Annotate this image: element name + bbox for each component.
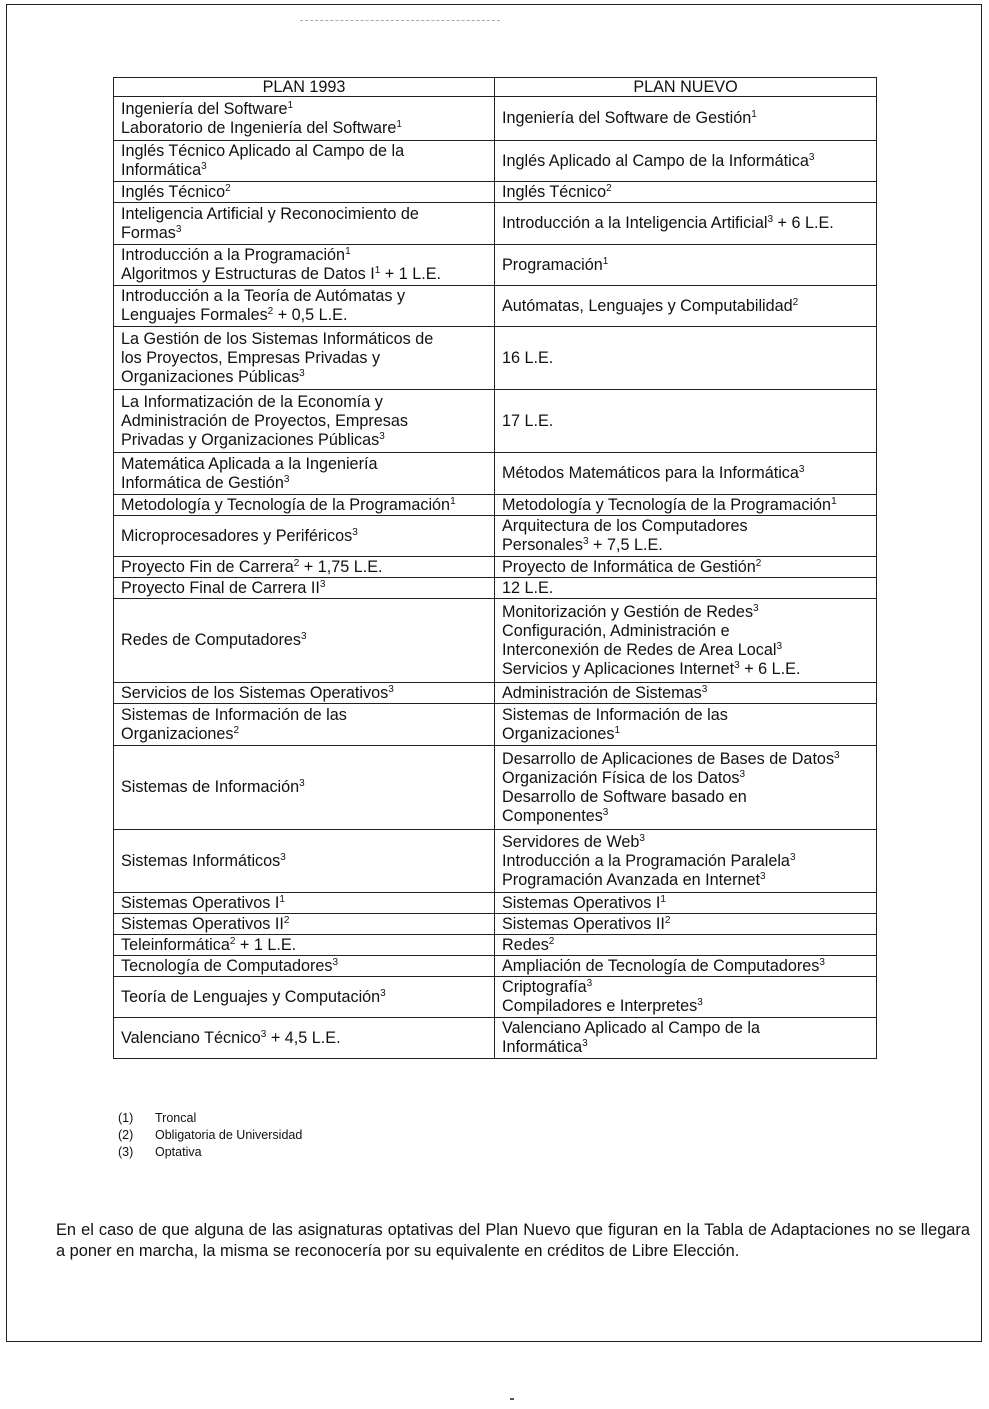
subject-line — [502, 871, 869, 890]
footnote-ref: 3 — [767, 214, 774, 225]
footnote-ref: 1 — [396, 118, 402, 130]
table-row — [114, 516, 877, 557]
footnote-ref: 2 — [792, 296, 799, 308]
subject-line — [502, 297, 869, 316]
plan-1993-cell — [114, 327, 495, 390]
subject-name: La Gestión de los Sistemas Informáticos de — [121, 329, 434, 348]
footnote-ref: 3 — [380, 987, 386, 999]
subject-line — [502, 684, 869, 703]
credits-suffix: + 7,5 L.E. — [588, 536, 663, 554]
subject-line — [502, 978, 869, 997]
footnote-ref: 3 — [639, 832, 645, 844]
subject-name: Proyecto de Informática de Gestión — [502, 557, 756, 576]
credits-suffix: + 0,5 L.E. — [273, 306, 348, 324]
footnote — [118, 1110, 302, 1127]
footnote-ref: 3 — [201, 161, 207, 172]
table-row — [114, 704, 877, 746]
plan-nuevo-cell — [495, 245, 877, 286]
table-row — [114, 977, 877, 1018]
table-row — [114, 203, 877, 245]
plan-1993-cell — [114, 977, 495, 1018]
table-row — [114, 746, 877, 830]
plan-nuevo-cell — [495, 203, 877, 245]
plan-1993-cell — [114, 704, 495, 746]
subject-name: Informática — [121, 161, 202, 179]
subject-line — [502, 558, 869, 577]
footnote-ref: 2 — [225, 182, 231, 194]
plan-nuevo-cell — [495, 914, 877, 935]
subject-name: Servicios de los Sistemas Operativos — [121, 683, 389, 702]
footnote-ref: 1 — [660, 893, 666, 905]
footnote-ref: 1 — [614, 724, 621, 736]
plan-nuevo-cell — [495, 830, 877, 893]
table-row — [114, 1018, 877, 1059]
subject-line — [121, 631, 487, 650]
subject-line — [502, 622, 869, 641]
credits-suffix: + 6 L.E. — [773, 214, 834, 232]
plan-1993-cell — [114, 557, 495, 578]
subject-name: Programación — [502, 255, 603, 274]
subject-line — [121, 161, 487, 180]
footnote-ref: 3 — [586, 978, 593, 989]
subject-line — [121, 852, 487, 871]
footnote-ref: 3 — [583, 536, 589, 547]
subject-line — [121, 706, 487, 725]
plan-nuevo-cell — [495, 935, 877, 956]
subject-line — [502, 412, 869, 431]
plan-1993-cell — [114, 97, 495, 141]
subject-line — [121, 119, 487, 138]
subject-line — [502, 256, 869, 275]
subject-name: Sistemas de Información de las — [121, 705, 347, 724]
subject-name: Matemática Aplicada a la Ingeniería — [121, 454, 378, 473]
subject-name: Valenciano Aplicado al Campo de la — [502, 1019, 760, 1037]
subject-line — [121, 684, 487, 703]
credits-suffix: + 6 L.E. — [739, 659, 801, 678]
footnote-ref: 3 — [798, 464, 805, 475]
subject-line — [121, 412, 487, 431]
footnote-ref: 1 — [287, 99, 294, 111]
table-row — [114, 453, 877, 495]
subject-line — [121, 246, 487, 265]
footnote-ref: 2 — [755, 557, 762, 569]
footnote-ref: 3 — [819, 956, 825, 968]
subject-name: Organizaciones Públicas — [121, 367, 300, 386]
subject-name: Programación Avanzada en Internet — [502, 870, 760, 889]
closing-paragraph: En el caso de que alguna de las asignaturas optativas del Plan Nuevo que figuran en la Tabla de Adaptaciones no se llegara a poner en marcha, la misma se reconocería por su equivalente en créditos de Libre Elección. — [56, 1221, 970, 1261]
subject-name: Proyecto Fin de Carrera — [121, 557, 294, 576]
plan-nuevo-cell — [495, 956, 877, 977]
subject-line — [121, 205, 487, 224]
plan-nuevo-cell — [495, 599, 877, 683]
subject-name: Redes de Computadores — [121, 631, 301, 649]
plan-nuevo-cell — [495, 557, 877, 578]
subject-name: Ingeniería del Software de Gestión — [502, 109, 752, 127]
subject-line — [502, 957, 869, 976]
scan-mark — [300, 20, 500, 21]
footnote-ref: 3 — [739, 768, 746, 780]
footnote-ref: 3 — [697, 997, 703, 1008]
subject-line — [121, 368, 487, 387]
subject-line — [502, 807, 869, 826]
subject-name: Servidores de Web — [502, 832, 640, 851]
subject-name: Inglés Técnico — [502, 182, 607, 201]
plan-nuevo-cell — [495, 746, 877, 830]
subject-name: Inglés Aplicado al Campo de la Informática — [502, 151, 809, 170]
plan-nuevo-cell — [495, 286, 877, 327]
subject-name: Sistemas Operativos I — [502, 893, 661, 912]
subject-name: Algoritmos y Estructuras de Datos I — [121, 265, 375, 283]
plan-1993-cell — [114, 914, 495, 935]
subject-name: Desarrollo de Software basado en — [502, 787, 747, 806]
footnote-ref: 3 — [175, 223, 182, 235]
table-row — [114, 578, 877, 599]
footnote-number: (2) — [118, 1128, 134, 1142]
subject-line — [502, 660, 869, 679]
plan-1993-cell — [114, 182, 495, 203]
footnote-ref: 2 — [267, 306, 274, 317]
credits-suffix: + 4,5 L.E. — [266, 1028, 341, 1047]
footnote-ref: 3 — [379, 430, 385, 442]
subject-name: Inglés Técnico — [121, 182, 226, 201]
subject-name: Sistemas de Información de las — [502, 705, 728, 724]
subject-line — [121, 224, 487, 243]
footnote-ref: 3 — [299, 367, 305, 379]
subject-name: Metodología y Tecnología de la Programación — [502, 495, 832, 514]
subject-line — [121, 894, 487, 913]
subject-line — [502, 536, 869, 555]
subject-name: Administración de Sistemas — [502, 683, 702, 702]
footnote-ref: 3 — [734, 659, 740, 671]
footnote-ref: 2 — [283, 914, 290, 926]
header-plan-nuevo: PLAN NUEVO — [495, 78, 877, 97]
subject-name: Sistemas Informáticos — [121, 851, 281, 870]
footnote-text: Obligatoria de Universidad — [155, 1128, 303, 1142]
footnote-number: (3) — [118, 1145, 134, 1159]
subject-line — [502, 769, 869, 788]
subject-name: Monitorización y Gestión de Redes — [502, 602, 754, 621]
table-row — [114, 935, 877, 956]
subject-name: Interconexión de Redes de Area Local — [502, 640, 777, 659]
plan-1993-cell — [114, 578, 495, 599]
plan-nuevo-cell — [495, 977, 877, 1018]
plan-1993-cell — [114, 245, 495, 286]
subject-name: Proyecto Final de Carrera II — [121, 578, 320, 597]
subject-name: Ampliación de Tecnología de Computadores — [502, 956, 820, 975]
header-plan-1993: PLAN 1993 — [114, 78, 495, 97]
subject-line — [121, 957, 487, 976]
subject-name: 17 L.E. — [502, 411, 554, 430]
footnote-ref: 1 — [374, 265, 381, 276]
plan-1993-cell — [114, 956, 495, 977]
subject-line — [502, 464, 869, 483]
footnote-ref: 3 — [582, 1038, 588, 1049]
subject-name: Informática — [502, 1038, 583, 1056]
plan-nuevo-cell — [495, 390, 877, 453]
footnote-ref: 3 — [808, 151, 815, 163]
footnote-ref: 3 — [332, 956, 339, 968]
subject-line — [121, 183, 487, 202]
footnote-ref: 2 — [233, 724, 240, 736]
footnote-number: (1) — [118, 1111, 134, 1125]
subject-line — [121, 474, 487, 493]
plan-nuevo-cell — [495, 141, 877, 182]
subject-name: Teoría de Lenguajes y Computación — [121, 987, 381, 1006]
table-row — [114, 956, 877, 977]
subject-name: Criptografía — [502, 978, 587, 996]
subject-line — [121, 915, 487, 934]
subject-name: Informática de Gestión — [121, 473, 284, 492]
table-row — [114, 683, 877, 704]
subject-name: Ingeniería del Software — [121, 99, 288, 118]
subject-name: Arquitectura de los Computadores — [502, 517, 748, 535]
subject-line — [121, 100, 487, 119]
footnote-ref: 3 — [701, 683, 708, 695]
subject-line — [502, 852, 869, 871]
table-row — [114, 914, 877, 935]
subject-name: Valenciano Técnico — [121, 1028, 261, 1047]
plan-1993-cell — [114, 893, 495, 914]
subject-line — [121, 579, 487, 598]
footnote-ref: 2 — [606, 182, 612, 194]
plan-1993-cell — [114, 935, 495, 956]
subject-name: Microprocesadores y Periféricos — [121, 526, 353, 545]
subject-name: 16 L.E. — [502, 348, 554, 367]
subject-line — [121, 496, 487, 515]
plan-nuevo-cell — [495, 683, 877, 704]
footnote-ref: 3 — [283, 473, 290, 485]
plan-1993-cell — [114, 390, 495, 453]
plan-1993-cell — [114, 141, 495, 182]
subject-line — [502, 109, 869, 128]
subject-line — [502, 603, 869, 622]
subject-line — [121, 142, 487, 161]
subject-name: Sistemas Operativos II — [502, 914, 665, 933]
subject-line — [121, 349, 487, 368]
subject-line — [502, 349, 869, 368]
footnote-ref: 2 — [664, 914, 671, 926]
subject-name: Introducción a la Programación Paralela — [502, 851, 790, 870]
subject-name: Privadas y Organizaciones Públicas — [121, 430, 380, 449]
table-row — [114, 893, 877, 914]
subject-line — [502, 183, 869, 202]
subject-line — [121, 936, 487, 955]
footnote-ref: 3 — [834, 749, 840, 761]
subject-line — [502, 152, 869, 171]
plan-1993-cell — [114, 683, 495, 704]
subject-name: Sistemas Operativos II — [121, 914, 284, 933]
subject-line — [121, 527, 487, 546]
subject-line — [502, 915, 869, 934]
credits-suffix: + 1 L.E. — [380, 265, 442, 283]
adaptation-table — [113, 77, 877, 1059]
footnote-ref: 3 — [776, 640, 783, 652]
subject-line — [502, 997, 869, 1016]
footnote-ref: 1 — [279, 893, 285, 905]
table-row — [114, 97, 877, 141]
subject-name: Configuración, Administración e — [502, 621, 730, 640]
footnote-ref: 1 — [751, 109, 757, 120]
footnote-ref: 3 — [789, 851, 796, 863]
subject-name: Metodología y Tecnología de la Programación — [121, 495, 451, 514]
footnote-ref: 3 — [388, 683, 394, 695]
subject-name: Introducción a la Teoría de Autómatas y — [121, 287, 406, 305]
subject-line — [502, 788, 869, 807]
subject-name: Teleinformática — [121, 935, 230, 954]
subject-line — [121, 558, 487, 577]
footnote-ref: 3 — [300, 631, 307, 642]
subject-line — [502, 1038, 869, 1057]
footnote-ref: 1 — [450, 495, 456, 507]
footnote-ref: 1 — [345, 246, 351, 257]
plan-1993-cell — [114, 1018, 495, 1059]
subject-name: 12 L.E. — [502, 578, 554, 597]
footnote-ref: 2 — [548, 935, 555, 947]
subject-line — [502, 579, 869, 598]
footnote-ref: 2 — [229, 935, 236, 947]
plan-1993-cell — [114, 746, 495, 830]
table-header-row — [114, 78, 877, 97]
subject-name: Formas — [121, 223, 176, 242]
footnote-ref: 3 — [299, 778, 305, 789]
plan-1993-cell — [114, 830, 495, 893]
table-row — [114, 390, 877, 453]
subject-name: Organizaciones — [502, 724, 615, 743]
subject-line — [502, 936, 869, 955]
subject-name: Personales — [502, 536, 583, 554]
subject-line — [502, 214, 869, 233]
plan-nuevo-cell — [495, 495, 877, 516]
plan-1993-cell — [114, 495, 495, 516]
table-row — [114, 495, 877, 516]
subject-name: Laboratorio de Ingeniería del Software — [121, 118, 397, 137]
subject-line — [121, 393, 487, 412]
subject-line — [502, 1019, 869, 1038]
plan-nuevo-cell — [495, 453, 877, 495]
footnote-ref: 1 — [602, 255, 609, 267]
table-row — [114, 327, 877, 390]
plan-1993-cell — [114, 516, 495, 557]
footnote-ref: 2 — [293, 557, 300, 569]
plan-nuevo-cell — [495, 516, 877, 557]
subject-name: Servicios y Aplicaciones Internet — [502, 659, 735, 678]
subject-line — [502, 641, 869, 660]
subject-line — [502, 517, 869, 536]
subject-name: Administración de Proyectos, Empresas — [121, 411, 408, 430]
footnote-text: Troncal — [155, 1111, 197, 1125]
plan-nuevo-cell — [495, 327, 877, 390]
subject-line — [121, 1029, 487, 1048]
subject-name: Métodos Matemáticos para la Informática — [502, 464, 799, 482]
subject-line — [502, 833, 869, 852]
subject-line — [121, 287, 487, 306]
subject-name: Introducción a la Programación — [121, 246, 346, 264]
footnote — [118, 1144, 302, 1161]
subject-line — [121, 988, 487, 1007]
subject-name: los Proyectos, Empresas Privadas y — [121, 348, 381, 367]
subject-line — [121, 455, 487, 474]
footnote — [118, 1127, 302, 1144]
subject-line — [121, 306, 487, 325]
footnote-ref: 1 — [831, 495, 837, 507]
plan-1993-cell — [114, 599, 495, 683]
subject-line — [502, 706, 869, 725]
plan-nuevo-cell — [495, 182, 877, 203]
footnote-ref: 3 — [352, 526, 358, 538]
subject-name: Introducción a la Inteligencia Artificial — [502, 214, 768, 232]
footnote-text: Optativa — [155, 1145, 202, 1159]
subject-line — [121, 725, 487, 744]
subject-name: Tecnología de Computadores — [121, 956, 333, 975]
table-body — [114, 97, 877, 1059]
subject-line — [121, 330, 487, 349]
subject-name: Organizaciones — [121, 724, 234, 743]
subject-name: Inglés Técnico Aplicado al Campo de la — [121, 142, 405, 160]
plan-1993-cell — [114, 203, 495, 245]
plan-1993-cell — [114, 453, 495, 495]
table-row — [114, 599, 877, 683]
subject-name: Inteligencia Artificial y Reconocimiento de — [121, 204, 419, 223]
table-row — [114, 182, 877, 203]
subject-line — [121, 265, 487, 284]
footnote-ref: 3 — [260, 1028, 267, 1040]
subject-line — [502, 894, 869, 913]
plan-nuevo-cell — [495, 97, 877, 141]
footnote-ref: 3 — [602, 806, 609, 818]
subject-name: Autómatas, Lenguajes y Computabilidad — [502, 296, 793, 315]
scan-artifact — [510, 1398, 514, 1400]
subject-line — [121, 778, 487, 797]
plan-nuevo-cell — [495, 578, 877, 599]
subject-name: Componentes — [502, 806, 603, 825]
subject-name: Desarrollo de Aplicaciones de Bases de Datos — [502, 749, 835, 768]
subject-line — [502, 725, 869, 744]
plan-nuevo-cell — [495, 1018, 877, 1059]
subject-name: Redes — [502, 935, 549, 954]
subject-name: Compiladores e Interpretes — [502, 997, 698, 1015]
footnote-ref: 3 — [753, 602, 759, 614]
table-row — [114, 830, 877, 893]
subject-name: Sistemas de Información — [121, 778, 300, 796]
footnote-ref: 3 — [759, 870, 766, 882]
credits-suffix: + 1,75 L.E. — [299, 557, 383, 576]
table-row — [114, 141, 877, 182]
plan-nuevo-cell — [495, 704, 877, 746]
subject-line — [121, 431, 487, 450]
plan-1993-cell — [114, 286, 495, 327]
table-row — [114, 557, 877, 578]
footnote-ref: 3 — [280, 851, 286, 863]
subject-name: La Informatización de la Economía y — [121, 392, 383, 411]
footnote-ref: 3 — [319, 578, 326, 590]
subject-name: Organización Física de los Datos — [502, 768, 740, 787]
subject-line — [502, 750, 869, 769]
subject-line — [502, 496, 869, 515]
table-row — [114, 286, 877, 327]
plan-nuevo-cell — [495, 893, 877, 914]
credits-suffix: + 1 L.E. — [235, 935, 297, 954]
subject-name: Sistemas Operativos I — [121, 893, 280, 912]
subject-name: Lenguajes Formales — [121, 306, 268, 324]
footnotes — [118, 1110, 302, 1161]
table-row — [114, 245, 877, 286]
